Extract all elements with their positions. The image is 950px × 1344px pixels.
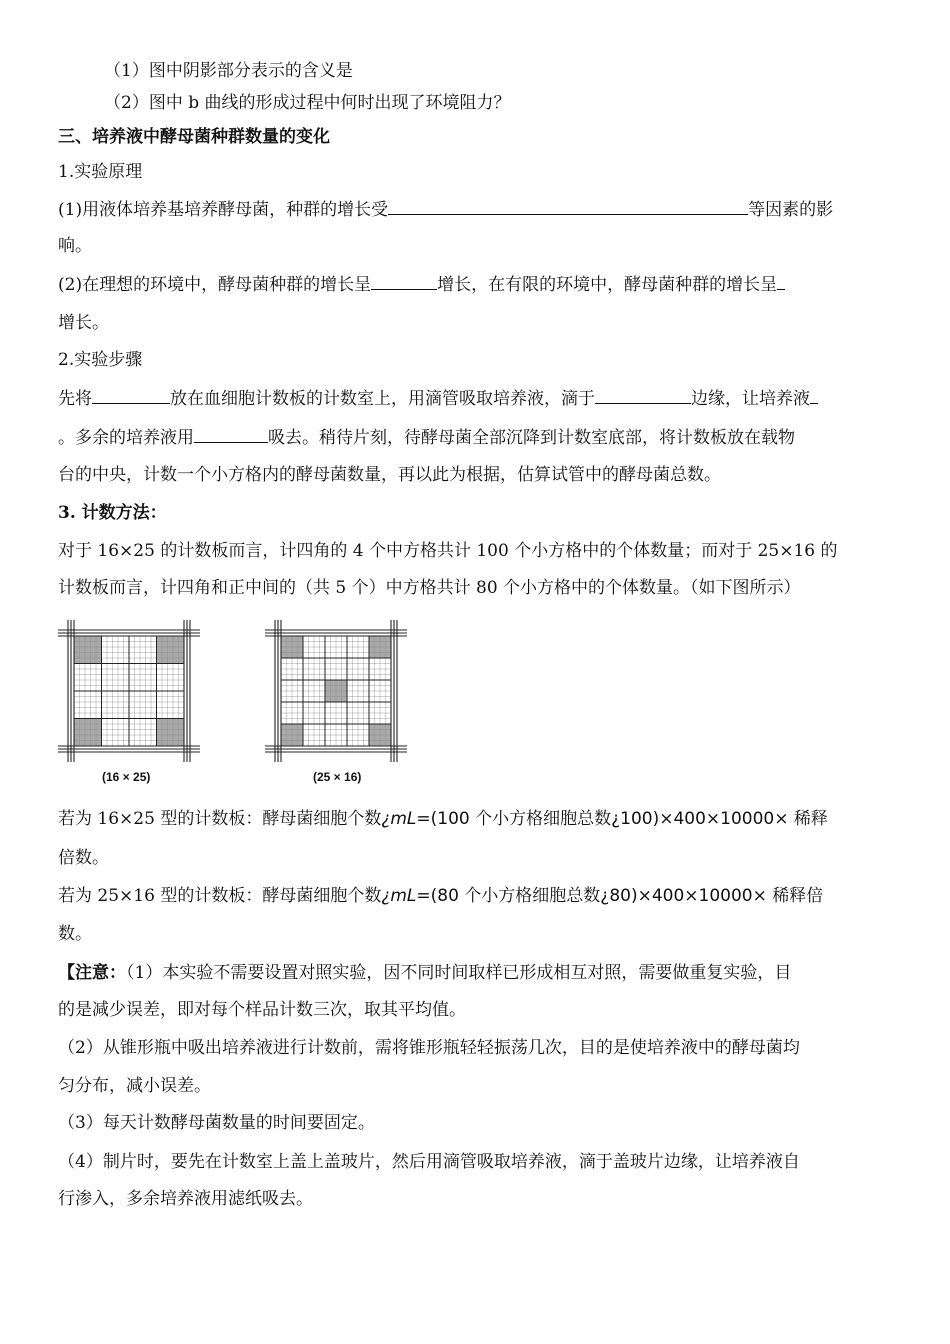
steps-line-3: 台的中央，计数一个小方格内的酵母菌数量，再以此为根据，估算试管中的酵母菌总数。 xyxy=(58,465,721,485)
principle-1 xyxy=(58,198,833,221)
note-label: 【注意： xyxy=(58,963,126,983)
fill-blank[interactable] xyxy=(194,426,268,443)
fill-blank[interactable] xyxy=(92,387,170,404)
formula-2-expr: =(80 个小方格细胞总数¿80)×400×10000× xyxy=(416,886,767,906)
caption-25x16: (25 × 16) xyxy=(313,770,362,784)
steps-text-c: 边缘，让培养液 xyxy=(691,389,810,409)
principle-1-cont: 响。 xyxy=(58,236,92,256)
formula-1-unit: ¿mL xyxy=(381,809,417,829)
note-4-cont: 行渗入，多余培养液用滤纸吸去。 xyxy=(58,1189,313,1209)
formula-2 xyxy=(58,885,823,907)
note-2-cont: 匀分布，减小误差。 xyxy=(58,1076,211,1096)
steps-text-d: 。多余的培养液用 xyxy=(58,428,194,448)
grid-16x25-diagram xyxy=(56,618,202,764)
steps-text-b: 放在血细胞计数板的计数室上，用滴管吸取培养液，滴于 xyxy=(170,389,595,409)
formula-1-prefix: 若为 16×25 型的计数板：酵母菌细胞个数 xyxy=(58,809,382,829)
steps-line-2 xyxy=(58,426,795,449)
question-2: （2）图中 b 曲线的形成过程中何时出现了环境阻力？ xyxy=(104,93,511,113)
note-1-cont: 的是减少误差，即对每个样品计数三次，取其平均值。 xyxy=(58,1000,466,1020)
fill-blank[interactable] xyxy=(388,198,748,215)
count-heading: 3. 计数方法： xyxy=(58,503,167,523)
fill-blank[interactable] xyxy=(777,273,785,290)
shaded-square xyxy=(74,636,102,664)
note-1-text: （1）本实验不需要设置对照实验，因不同时间取样已形成相互对照，需要做重复实验，目 xyxy=(126,963,792,983)
principle-2 xyxy=(58,273,785,296)
note-4: （4）制片时，要先在计数室上盖上盖玻片，然后用滴管吸取培养液，滴于盖玻片边缘，让培养液自 xyxy=(58,1152,800,1172)
principle-1-text-b: 等因素的影 xyxy=(748,200,834,220)
question-1: （1）图中阴影部分表示的含义是 xyxy=(104,61,353,81)
section-title: 三、培养液中酵母菌种群数量的变化 xyxy=(58,127,330,147)
formula-1-expr: =(100 个小方格细胞总数¿100)×400×10000× xyxy=(416,809,789,829)
hemocytometer-16x25 xyxy=(56,618,202,768)
note-1 xyxy=(58,962,791,984)
formula-2-prefix: 若为 25×16 型的计数板：酵母菌细胞个数 xyxy=(58,886,382,906)
fill-blank[interactable] xyxy=(371,273,437,290)
steps-line-1 xyxy=(58,387,818,410)
count-text-2: 计数板而言，计四角和正中间的（共 5 个）中方格共计 80 个小方格中的个体数量。（如下图所示） xyxy=(58,578,801,598)
principle-2-text-b: 增长，在有限的环境中，酵母菌种群的增长呈 xyxy=(437,275,778,295)
note-3: （3）每天计数酵母菌数量的时间要固定。 xyxy=(58,1113,375,1133)
caption-16x25: (16 × 25) xyxy=(102,770,151,784)
principle-2-cont: 增长。 xyxy=(58,313,109,333)
formula-1-cont: 倍数。 xyxy=(58,848,109,868)
shaded-square xyxy=(157,719,185,747)
formula-1 xyxy=(58,808,828,830)
steps-text-e: 吸去。稍待片刻，待酵母菌全部沉降到计数室底部，将计数板放在载物 xyxy=(268,428,795,448)
note-2: （2）从锥形瓶中吸出培养液进行计数前，需将锥形瓶轻轻振荡几次，目的是使培养液中的酵母菌均 xyxy=(58,1038,800,1058)
fill-blank[interactable] xyxy=(595,387,691,404)
hemocytometer-25x16 xyxy=(263,618,409,768)
grid-25x16-diagram xyxy=(263,618,409,764)
steps-text-a: 先将 xyxy=(58,389,92,409)
principle-2-text-a: (2)在理想的环境中，酵母菌种群的增长呈 xyxy=(58,275,372,295)
shaded-square xyxy=(157,636,185,664)
formula-1-suffix: 稀释 xyxy=(788,809,828,829)
fill-blank[interactable] xyxy=(810,387,818,404)
formula-2-suffix: 稀释倍 xyxy=(766,886,824,906)
principle-1-text-a: (1)用液体培养基培养酵母菌，种群的增长受 xyxy=(58,200,389,220)
shaded-square xyxy=(74,719,102,747)
principle-heading: 1.实验原理 xyxy=(58,162,143,182)
formula-2-cont: 数。 xyxy=(58,924,92,944)
formula-2-unit: ¿mL xyxy=(381,886,417,906)
count-text-1: 对于 16×25 的计数板而言，计四角的 4 个中方格共计 100 个小方格中的个体数量；而对于 25×16 的 xyxy=(58,541,838,561)
steps-heading: 2.实验步骤 xyxy=(58,350,143,370)
